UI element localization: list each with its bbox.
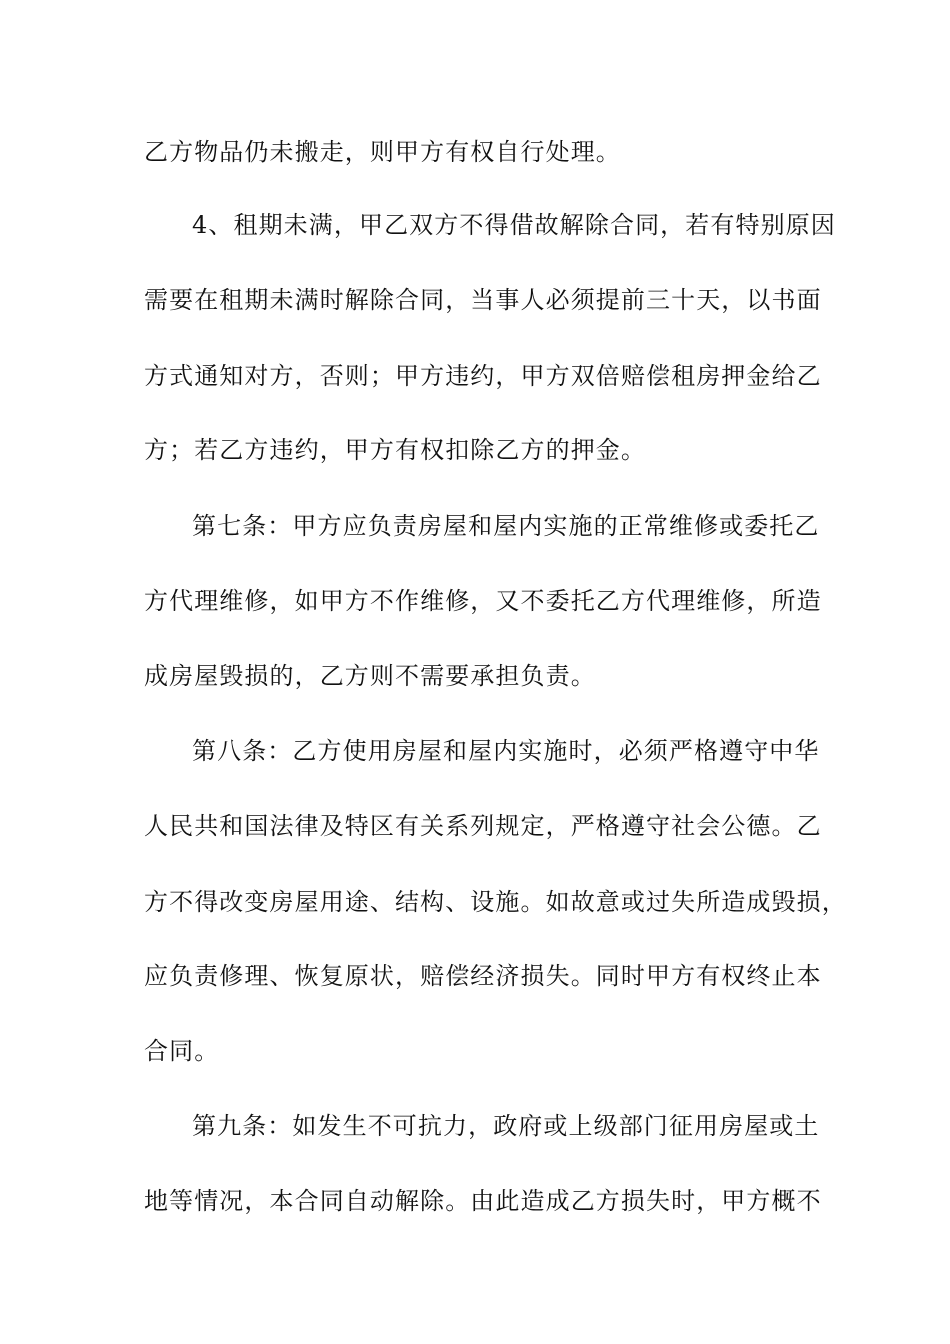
text-line: 方代理维修，如甲方不作维修，又不委托乙方代理维修，所造 (144, 587, 822, 615)
text-line: 第八条：乙方使用房屋和屋内实施时，必须严格遵守中华 (192, 737, 820, 765)
text-line: 第七条：甲方应负责房屋和屋内实施的正常维修或委托乙 (192, 512, 820, 540)
text-line: 需要在租期未满时解除合同，当事人必须提前三十天，以书面 (144, 286, 822, 314)
text-line: 方；若乙方违约，甲方有权扣除乙方的押金。 (144, 436, 646, 464)
text-line: 方不得改变房屋用途、结构、设施。如故意或过失所造成毁损， (144, 888, 847, 916)
text-line: 4、租期未满，甲乙双方不得借故解除合同，若有特别原因 (192, 211, 836, 239)
text-line: 第九条：如发生不可抗力，政府或上级部门征用房屋或土 (192, 1112, 820, 1140)
text-line: 乙方物品仍未搬走，则甲方有权自行处理。 (144, 138, 621, 166)
text-line: 方式通知对方，否则；甲方违约，甲方双倍赔偿租房押金给乙 (144, 362, 822, 390)
text-line: 人民共和国法律及特区有关系列规定，严格遵守社会公德。乙 (144, 812, 822, 840)
text-line: 合同。 (144, 1037, 220, 1065)
text-line: 应负责修理、恢复原状，赔偿经济损失。同时甲方有权终止本 (144, 962, 822, 990)
text-line: 地等情况，本合同自动解除。由此造成乙方损失时，甲方概不 (144, 1187, 822, 1215)
text-line: 成房屋毁损的，乙方则不需要承担负责。 (144, 662, 596, 690)
